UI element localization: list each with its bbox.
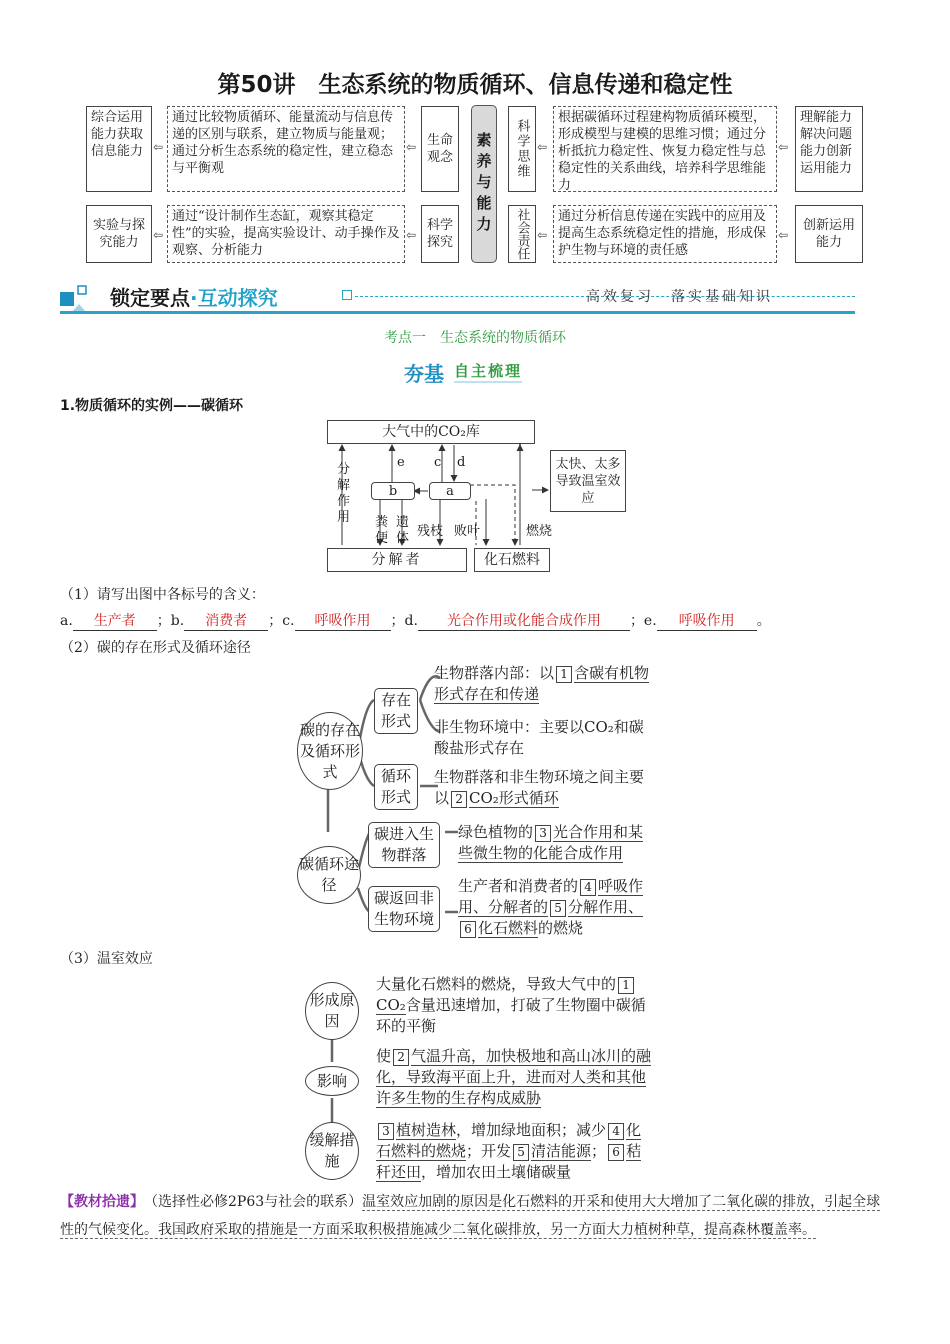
banner-subtitle: 高效复习 落实基础知识	[586, 289, 773, 305]
exist-form-box: 存在形式	[374, 688, 418, 734]
node-b: b	[371, 482, 415, 500]
hangji-label: 夯基	[404, 362, 444, 386]
carbon-enter-box: 碳进入生物群落	[368, 822, 440, 868]
answer-d: 光合作用或化能合成作用	[418, 610, 630, 631]
feces-label: 粪便	[375, 515, 389, 546]
root-circle: 碳的存在及循环形式	[297, 712, 363, 790]
leaves-label: 败叶	[454, 524, 481, 539]
atmosphere-box: 大气中的CO₂库	[327, 420, 535, 444]
row2-right-concept: 社会责任	[508, 205, 536, 263]
banner-dot-icon	[342, 290, 352, 300]
burn-label: 燃烧	[526, 524, 553, 539]
q3-prompt: （3）温室效应	[60, 951, 153, 967]
arrow-left-icon: ⇦	[153, 140, 164, 154]
row2-concept: 科学探究	[421, 205, 459, 263]
effect-circle: 影响	[305, 1066, 359, 1096]
cause-circle: 形成原因	[305, 982, 359, 1040]
label-e: e	[397, 455, 405, 470]
row1-left-ability: 综合运用能力获取信息能力	[86, 106, 152, 192]
answer-b: 消费者	[184, 610, 268, 631]
measure-circle: 缓解措施	[305, 1122, 359, 1180]
arrow-left-icon: ⇦	[778, 140, 789, 154]
carbon-enter-text: 绿色植物的 3 光合作用和某些微生物的化能合成作用	[458, 823, 644, 862]
note-source: （选择性必修2P63与社会的联系）	[151, 1194, 363, 1210]
arrow-left-icon: ⇦	[537, 228, 548, 242]
row1-left-desc: 通过比较物质循环、能量流动与信息传递的区别与联系，建立物质与能量观；通过分析生态系统的稳定性，建立稳态与平衡观	[167, 106, 405, 192]
row1-right-desc: 根据碳循环过程建构物质循环模型，形成模型与建模的思维习惯；通过分析抵抗力稳定性、恢复力稳定性与总稳定性的关系曲线，培养科学思维能力	[553, 106, 777, 192]
greenhouse-box: 太快、太多导致温室效应	[550, 450, 626, 512]
section-1-title: 1.物质循环的实例——碳循环	[60, 398, 244, 414]
cycle-form-text: 生物群落和非生物环境之间主要以 2 CO₂形式循环	[434, 768, 645, 807]
twigs-label: 残枝	[417, 524, 444, 539]
answer-e: 呼吸作用	[657, 610, 757, 631]
q2-prompt: （2）碳的存在形式及循环途径	[60, 640, 251, 656]
row2-right-ability: 创新运用能力	[795, 205, 863, 263]
remains-label: 遗体	[396, 515, 410, 546]
arrow-left-icon: ⇦	[778, 228, 789, 242]
label-c: c	[434, 455, 442, 470]
carbon-back-box: 碳返回非生物环境	[368, 886, 440, 932]
cause-text: 大量化石燃料的燃烧，导致大气中的 1CO₂含量迅速增加，打破了生物圈中碳循环的平衡	[376, 975, 646, 1035]
carbon-back-text: 生产者和消费者的 4 呼吸作用、分解者的 5 分解作用、6 化石燃料的燃烧	[458, 877, 644, 937]
row2-left-ability: 实验与探究能力	[86, 205, 152, 263]
measure-text: 3 植树造林，增加绿地面积；减少 4 化石燃料的燃烧；开发 5 清洁能源； 6 秸秆还田，增加农田土壤储碳量	[376, 1121, 642, 1181]
decompose-action-label: 分解作用	[337, 462, 351, 525]
banner-title: 锁定要点·互动探究	[110, 286, 278, 310]
exist-bio-text: 生物群落内部：以 1 含碳有机物形式存在和传递	[434, 664, 650, 703]
exist-nonbio-text: 非生物环境中：主要以CO₂和碳酸盐形式存在	[434, 718, 644, 757]
row1-right-concept: 科学思维	[508, 106, 536, 192]
answer-c: 呼吸作用	[295, 610, 391, 631]
arrow-left-icon: ⇦	[153, 228, 164, 242]
route-circle: 碳循环途径	[297, 846, 361, 904]
fossil-fuel-box: 化石燃料	[474, 548, 550, 572]
page-title: 第50讲 生态系统的物质循环、信息传递和稳定性	[217, 72, 733, 98]
cycle-form-box: 循环形式	[374, 764, 418, 810]
core-literacy-pillar: 素养与能力	[471, 105, 497, 263]
banner-bar	[60, 311, 855, 314]
row1-right-ability: 理解能力解决问题能力创新运用能力	[795, 106, 863, 192]
note-text: 温室效应加剧的原因是化石燃料的开采和使用大大增加了二氧化碳的排放，引起全球性的气候变化。我国政府采取的措施是一方面采取积极措施减少二氧化碳排放，另一方面大力植树种草，提高森林覆盖率。	[60, 1194, 881, 1238]
arrow-left-icon: ⇦	[406, 228, 417, 242]
q1-answers: a. 生产者 ；b. 消费者 ；c. 呼吸作用 ；d. 光合作用或化能合成作用 ；e. 呼吸作用 。	[60, 610, 771, 631]
note-tag: 【教材拾遗】	[60, 1194, 137, 1210]
arrow-left-icon: ⇦	[537, 140, 548, 154]
hangji-sub: 自主梳理	[454, 360, 522, 383]
label-d: d	[457, 455, 466, 470]
arrow-left-icon: ⇦	[406, 140, 417, 154]
textbook-note	[60, 1188, 890, 1244]
node-a: a	[429, 482, 471, 500]
decomposer-box: 分解者	[327, 548, 467, 572]
answer-a: 生产者	[73, 610, 157, 631]
effect-text: 使 2 气温升高，加快极地和高山冰川的融化，导致海平面上升，进而对人类和其他许多生物的生存构成威胁	[376, 1047, 652, 1107]
q1-prompt: （1）请写出图中各标号的含义：	[60, 587, 265, 603]
row2-left-desc: 通过“设计制作生态缸，观察其稳定性”的实验，提高实验设计、动手操作及观察、分析能力	[167, 205, 405, 263]
row1-concept: 生命观念	[421, 106, 459, 192]
kaodian-title: 考点一 生态系统的物质循环	[384, 330, 566, 346]
row2-right-desc: 通过分析信息传递在实践中的应用及提高生态系统稳定性的措施，形成保护生物与环境的责任感	[553, 205, 777, 263]
